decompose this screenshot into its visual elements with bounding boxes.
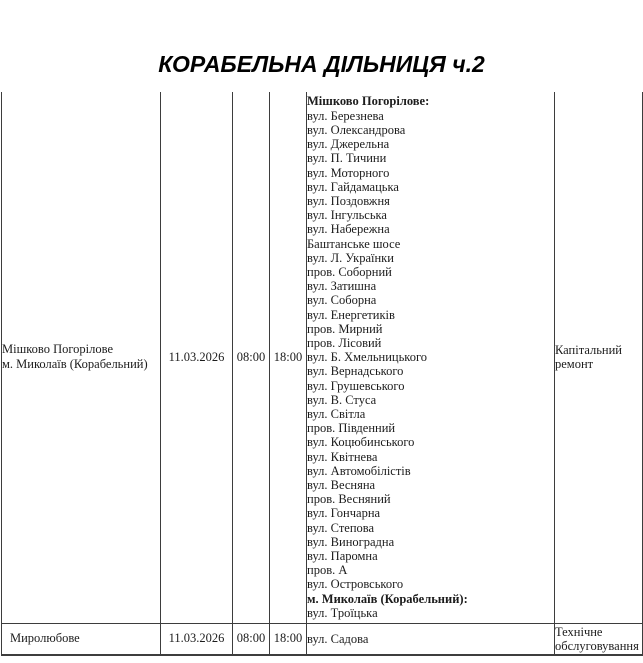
street-line: вул. Коцюбинського xyxy=(307,435,415,450)
date-cell: 11.03.2026 xyxy=(161,623,233,655)
table-row xyxy=(2,92,643,623)
street-line: вул. Троїцька xyxy=(307,605,378,620)
outage-schedule-table xyxy=(1,92,643,656)
streets-cell xyxy=(307,92,555,623)
street-line: пров. Мирний xyxy=(307,321,383,336)
street-line: вул. Енергетиків xyxy=(307,307,395,322)
street-line: вул. Березнева xyxy=(307,108,384,123)
street-line: вул. Гончарна xyxy=(307,506,381,521)
location-cell xyxy=(2,92,161,623)
location-line: Мішково Погорілове xyxy=(2,342,114,357)
location-line: Миролюбове xyxy=(10,631,80,646)
start-time-cell: 08:00 xyxy=(233,92,270,623)
street-line: пров. А xyxy=(307,563,348,578)
street-line: вул. Затишна xyxy=(307,279,377,294)
street-line: пров. Лісовий xyxy=(307,335,382,350)
street-line: вул. Паромна xyxy=(307,548,378,563)
street-line: вул. Інгульська xyxy=(307,208,387,223)
end-time-cell: 18:00 xyxy=(270,92,307,623)
street-line: вул. Грушевського xyxy=(307,378,405,393)
date-cell: 11.03.2026 xyxy=(161,92,233,623)
street-line: м. Миколаїв (Корабельний): xyxy=(307,591,468,606)
street-line: пров. Соборний xyxy=(307,264,392,279)
street-line: вул. Л. Українки xyxy=(307,250,394,265)
street-line: вул. Джерельна xyxy=(307,137,390,152)
work-type-cell: Капітальний ремонт xyxy=(555,92,643,623)
street-line: пров. Весняний xyxy=(307,492,391,507)
street-line: вул. Набережна xyxy=(307,222,390,237)
location-cell xyxy=(2,623,161,655)
street-line: вул. Гайдамацька xyxy=(307,179,399,194)
street-line: вул. Вернадського xyxy=(307,364,404,379)
street-line: вул. Виноградна xyxy=(307,534,395,549)
street-line: вул. П. Тичини xyxy=(307,151,387,166)
street-line: Баштанське шосе xyxy=(307,236,401,251)
street-line: вул. Моторного xyxy=(307,165,390,180)
street-line: вул. В. Стуса xyxy=(307,392,377,407)
street-line: вул. Олександрова xyxy=(307,122,406,137)
street-line: пров. Південний xyxy=(307,421,396,436)
street-line: вул. Садова xyxy=(307,631,369,646)
streets-cell xyxy=(307,623,555,655)
street-line: вул. Соборна xyxy=(307,293,377,308)
start-time-cell: 08:00 xyxy=(233,623,270,655)
street-line: вул. Степова xyxy=(307,520,375,535)
table-row xyxy=(2,623,643,655)
street-line: Мішково Погорілове: xyxy=(307,94,430,109)
street-line: вул. Б. Хмельницького xyxy=(307,350,428,365)
location-line: м. Миколаїв (Корабельний) xyxy=(2,357,148,372)
street-line: вул. Поздовжня xyxy=(307,193,390,208)
street-line: вул. Автомобілістів xyxy=(307,463,411,478)
street-line: вул. Світла xyxy=(307,406,366,421)
street-line: вул. Квітнева xyxy=(307,449,378,464)
end-time-cell: 18:00 xyxy=(270,623,307,655)
work-type-cell: Технічне обслуговування xyxy=(555,623,643,655)
street-line: вул. Островського xyxy=(307,577,404,592)
page-title: КОРАБЕЛЬНА ДІЛЬНИЦЯ ч.2 xyxy=(158,51,485,77)
street-line: вул. Весняна xyxy=(307,477,376,492)
